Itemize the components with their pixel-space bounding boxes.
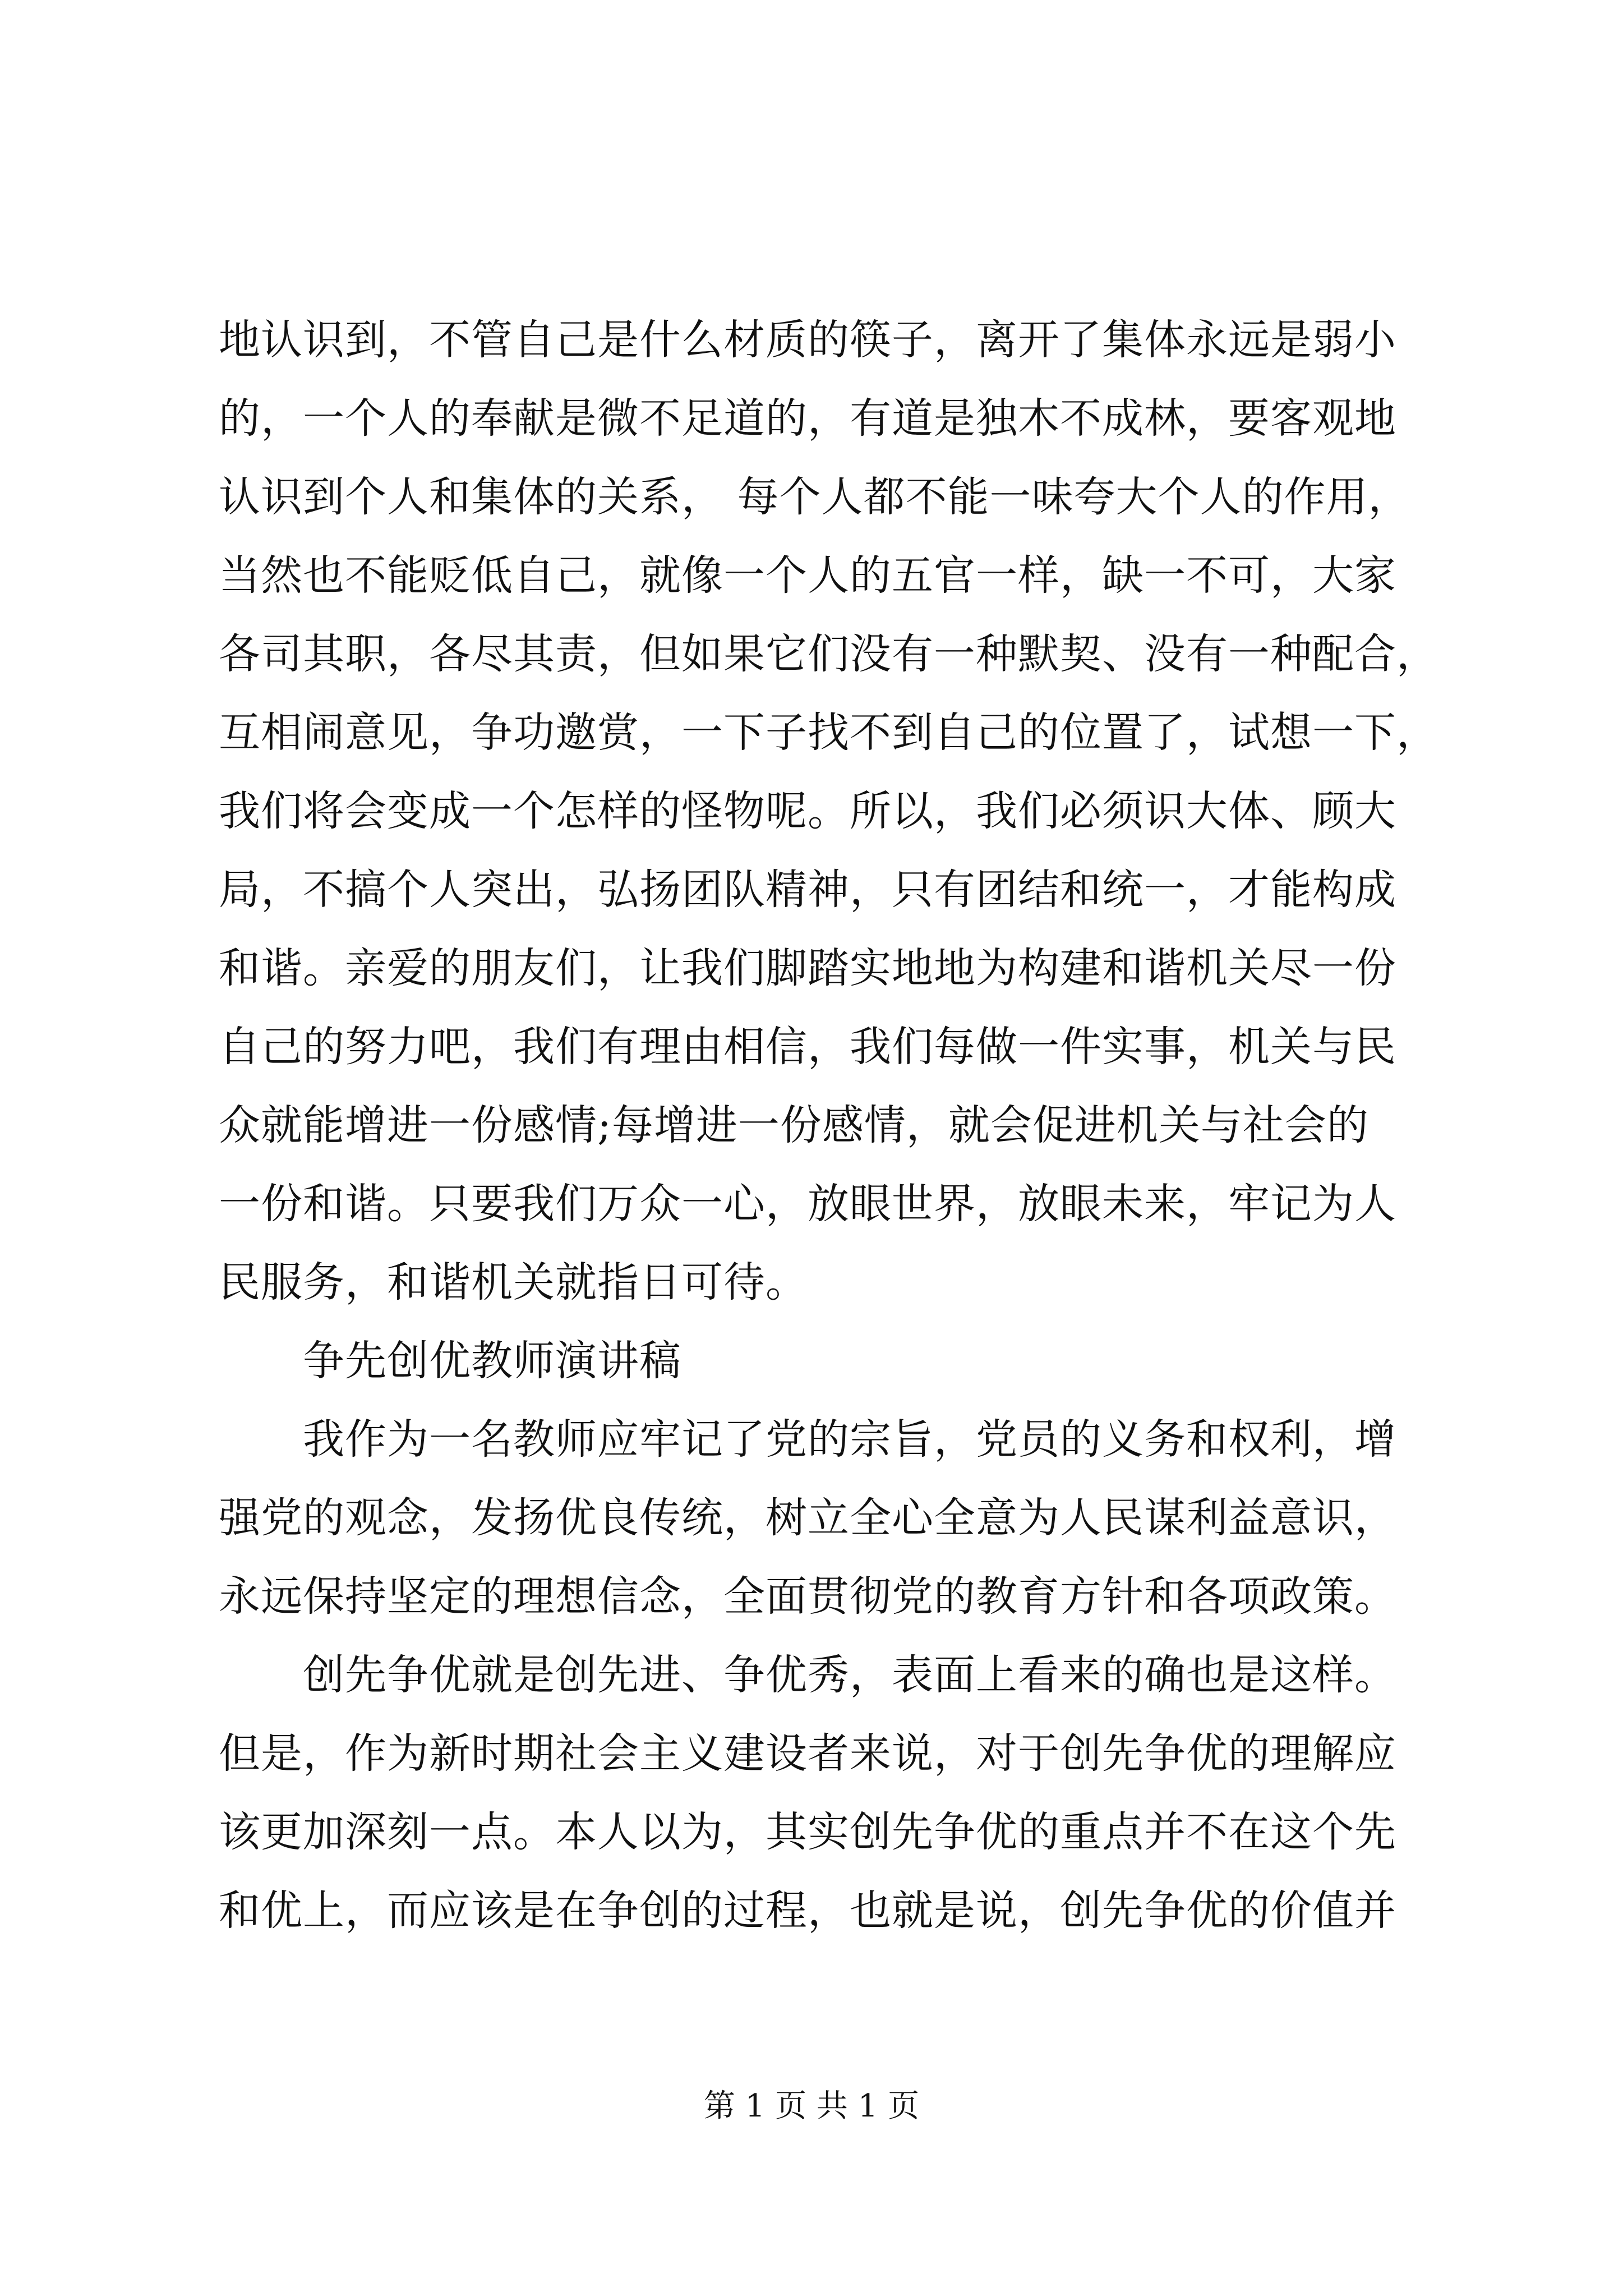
paragraph-line: 各司其职，各尽其责，但如果它们没有一种默契、没有一种配合， (219, 630, 1438, 678)
paragraph-line: 当然也不能贬低自己，就像一个人的五官一样，缺一不可，大家 (219, 551, 1396, 600)
paragraph-line: 但是，作为新时期社会主义建设者来说，对于创先争优的理解应 (219, 1729, 1396, 1778)
paragraph-line: 强党的观念，发扬优良传统，树立全心全意为人民谋利益意识， (219, 1494, 1396, 1542)
section-heading: 争先创优教师演讲稿 (303, 1337, 681, 1385)
paragraph-line: 局，不搞个人突出，弘扬团队精神，只有团结和统一，才能构成 (219, 866, 1396, 914)
paragraph-line: 地认识到，不管自己是什么材质的筷子，离开了集体永远是弱小 (219, 316, 1396, 364)
paragraph-line: 该更加深刻一点。本人以为，其实创先争优的重点并不在这个先 (219, 1808, 1396, 1856)
paragraph-line: 一份和谐。只要我们万众一心，放眼世界，放眼未来，牢记为人 (219, 1180, 1396, 1228)
paragraph-line: 我们将会变成一个怎样的怪物呢。所以，我们必须识大体、顾大 (219, 787, 1396, 835)
paragraph-line: 的，一个人的奉献是微不足道的，有道是独木不成林，要客观地 (219, 394, 1396, 443)
page-footer: 第 1 页 共 1 页 (703, 2088, 920, 2124)
paragraph-line: 互相闹意见，争功邀赏，一下子找不到自己的位置了，试想一下， (219, 708, 1438, 757)
paragraph-line: 民服务，和谐机关就指日可待。 (219, 1258, 808, 1306)
paragraph-line: 众就能增进一份感情;每增进一份感情，就会促进机关与社会的 (219, 1101, 1369, 1149)
paragraph-line: 和谐。亲爱的朋友们，让我们脚踏实地地为构建和谐机关尽一份 (219, 944, 1396, 992)
paragraph-line: 创先争优就是创先进、争优秀，表面上看来的确也是这样。 (303, 1651, 1396, 1699)
paragraph-line: 我作为一名教师应牢记了党的宗旨，党员的义务和权利，增 (303, 1415, 1396, 1464)
paragraph-line: 认识到个人和集体的关系， 每个人都不能一味夸大个人的作用， (219, 473, 1410, 521)
paragraph-line: 和优上，而应该是在争创的过程，也就是说，创先争优的价值并 (219, 1887, 1396, 1935)
paragraph-line: 自己的努力吧，我们有理由相信，我们每做一件实事，机关与民 (219, 1023, 1396, 1071)
paragraph-line: 永远保持坚定的理想信念，全面贯彻党的教育方针和各项政策。 (219, 1572, 1396, 1621)
